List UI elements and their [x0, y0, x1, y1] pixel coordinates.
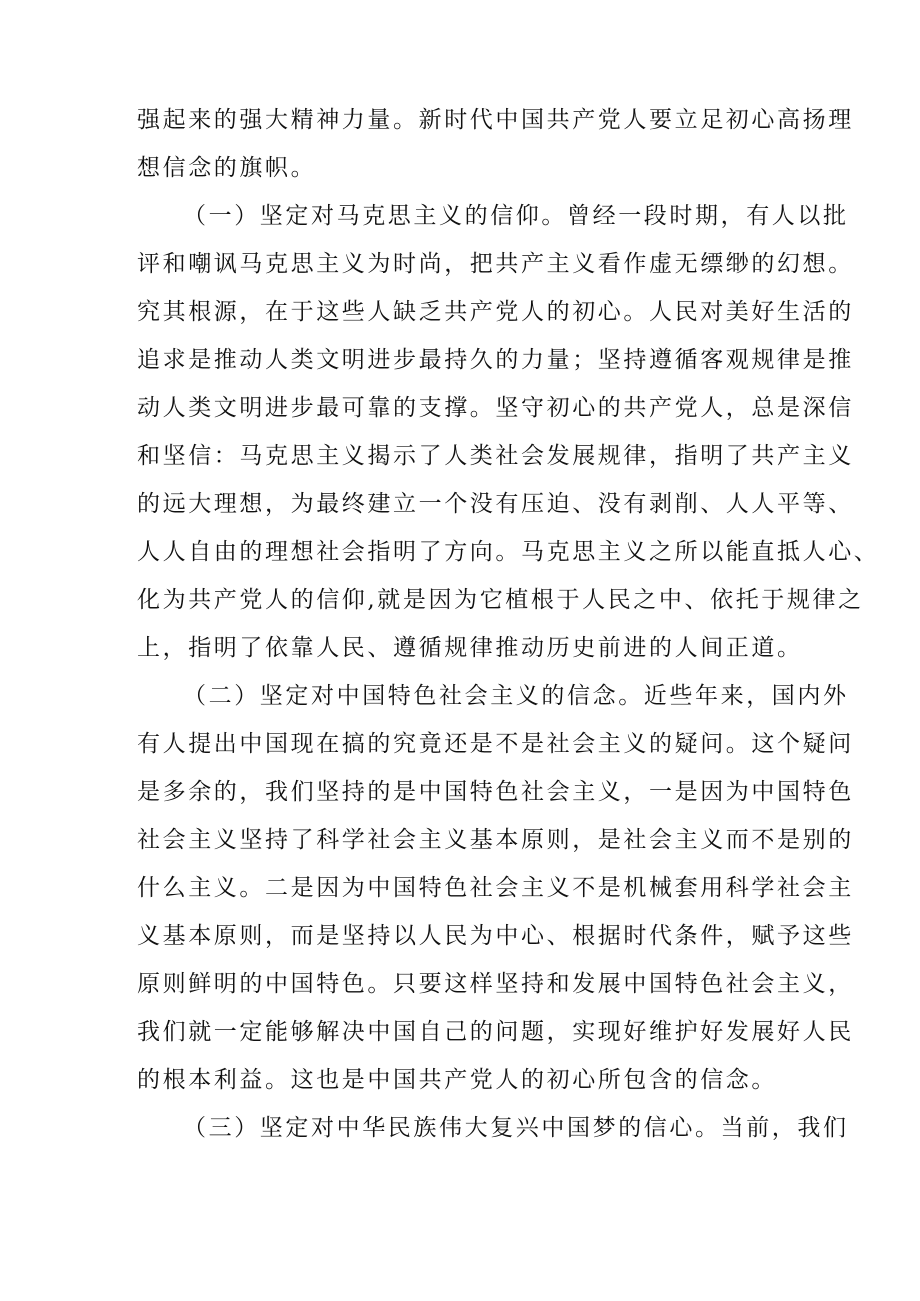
- section-heading-2: （二）坚定对中国特色社会主义的信念。近些年来，国内外: [183, 683, 849, 709]
- text-line: 究其根源，在于这些人缺乏共产党人的初心。人民对美好生活的: [137, 299, 854, 325]
- text-line: 的根本利益。这也是中国共产党人的初心所包含的信念。: [137, 1067, 777, 1093]
- text-line: 强起来的强大精神力量。新时代中国共产党人要立足初心高扬理: [137, 107, 854, 133]
- text-line: 人人自由的理想社会指明了方向。马克思主义之所以能直抵人心、: [137, 539, 880, 565]
- text-line: 的远大理想，为最终建立一个没有压迫、没有剥削、人人平等、: [137, 491, 854, 517]
- text-line: 想信念的旗帜。: [137, 155, 317, 181]
- text-line: 什么主义。二是因为中国特色社会主义不是机械套用科学社会主: [137, 875, 854, 901]
- text-line: 是多余的，我们坚持的是中国特色社会主义，一是因为中国特色: [137, 779, 854, 805]
- section-heading-1: （一）坚定对马克思主义的信仰。曾经一段时期，有人以批: [183, 203, 849, 229]
- text-line: 追求是推动人类文明进步最持久的力量；坚持遵循客观规律是推: [137, 347, 854, 373]
- text-line: 社会主义坚持了科学社会主义基本原则，是社会主义而不是别的: [137, 827, 854, 853]
- text-line: 上，指明了依靠人民、遵循规律推动历史前进的人间正道。: [137, 635, 803, 661]
- text-line: 有人提出中国现在搞的究竟还是不是社会主义的疑问。这个疑问: [137, 731, 854, 757]
- text-line: 我们就一定能够解决中国自己的问题，实现好维护好发展好人民: [137, 1019, 854, 1045]
- text-line: 原则鲜明的中国特色。只要这样坚持和发展中国特色社会主义，: [137, 971, 854, 997]
- text-line: 化为共产党人的信仰,就是因为它植根于人民之中、依托于规律之: [137, 587, 864, 613]
- text-line: 和坚信：马克思主义揭示了人类社会发展规律，指明了共产主义: [137, 443, 854, 469]
- section-heading-3: （三）坚定对中华民族伟大复兴中国梦的信心。当前，我们: [183, 1115, 849, 1141]
- text-line: 义基本原则，而是坚持以人民为中心、根据时代条件，赋予这些: [137, 923, 854, 949]
- text-line: 评和嘲讽马克思主义为时尚，把共产主义看作虚无缥缈的幻想。: [137, 251, 854, 277]
- text-line: 动人类文明进步最可靠的支撑。坚守初心的共产党人，总是深信: [137, 395, 854, 421]
